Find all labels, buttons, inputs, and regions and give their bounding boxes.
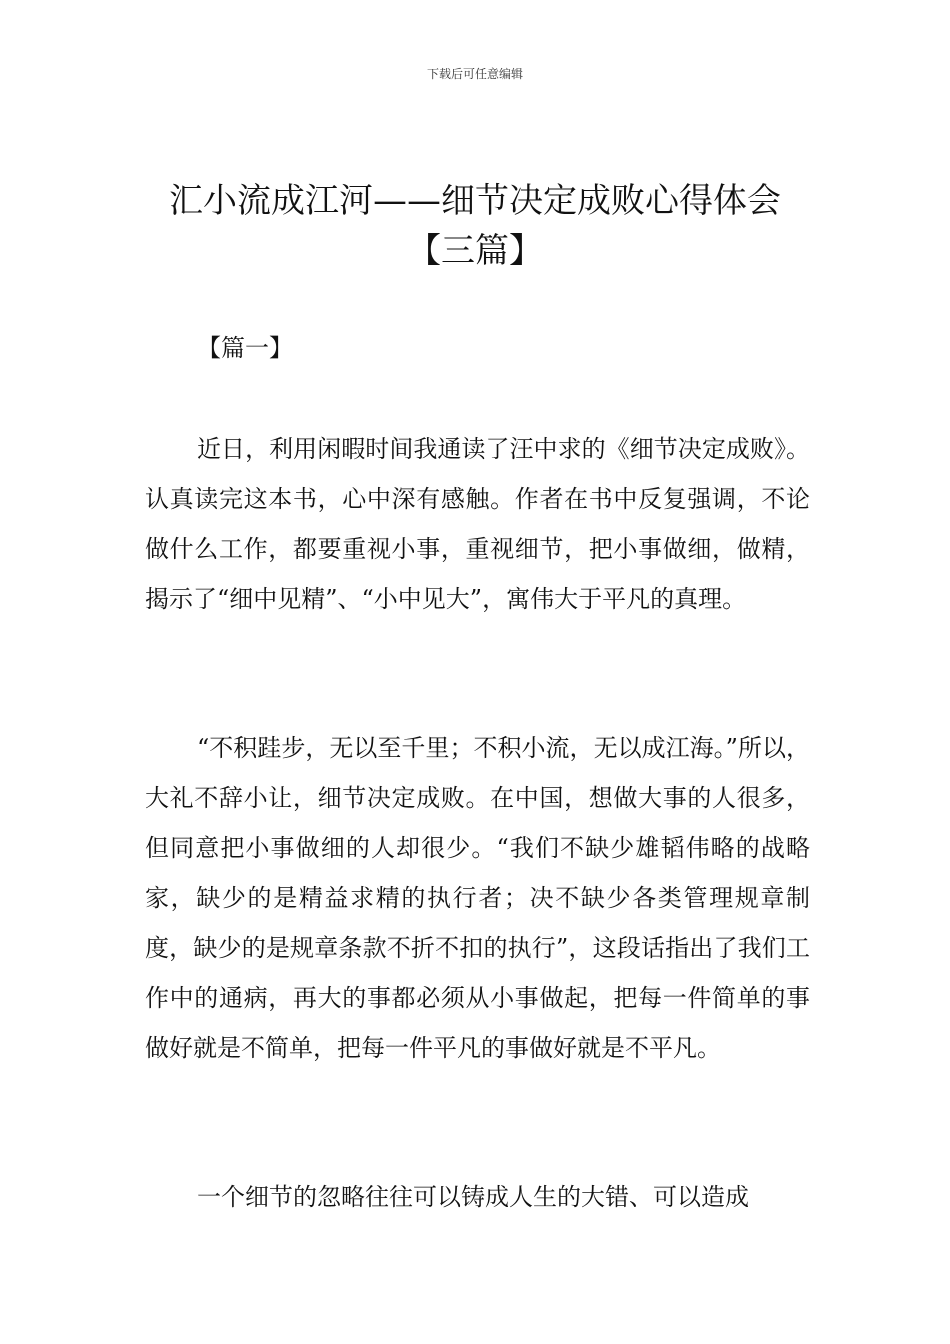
section-label: 【篇一】 — [197, 334, 293, 362]
paragraph-2: “不积跬步，无以至千里；不积小流，无以成江海。”所以，大礼不辞小让，细节决定成败。在中国，想做大事的人很多，但同意把小事做细的人却很少。“我们不缺少雄韬伟略的战略家，缺少的是精益求精的执行者；决不缺少各类管理规章制度，缺少的是规章条款不折不扣的执行”，这段话指出了我们工作中的通病，再大的事都必须从小事做起，把每一件简单的事做好就是不简单，把每一件平凡的事做好就是不平凡。 — [145, 734, 810, 1062]
title-line-1: 汇小流成江河——细节决定成败心得体会 — [169, 181, 781, 221]
paragraph-1: 近日，利用闲暇时间我通读了汪中求的《细节决定成败》。认真读完这本书，心中深有感触。作者在书中反复强调，不论做什么工作，都要重视小事，重视细节，把小事做细，做精，揭示了“细中见精”、“小中见大”，寓伟大于平凡的真理。 — [145, 435, 810, 613]
header-note: 下载后可任意编辑 — [426, 67, 523, 81]
document-title — [120, 176, 830, 276]
paragraph-3: 一个细节的忽略往往可以铸成人生的大错、可以造成 — [197, 1183, 749, 1211]
title-line-2: 【三篇】 — [407, 231, 543, 271]
